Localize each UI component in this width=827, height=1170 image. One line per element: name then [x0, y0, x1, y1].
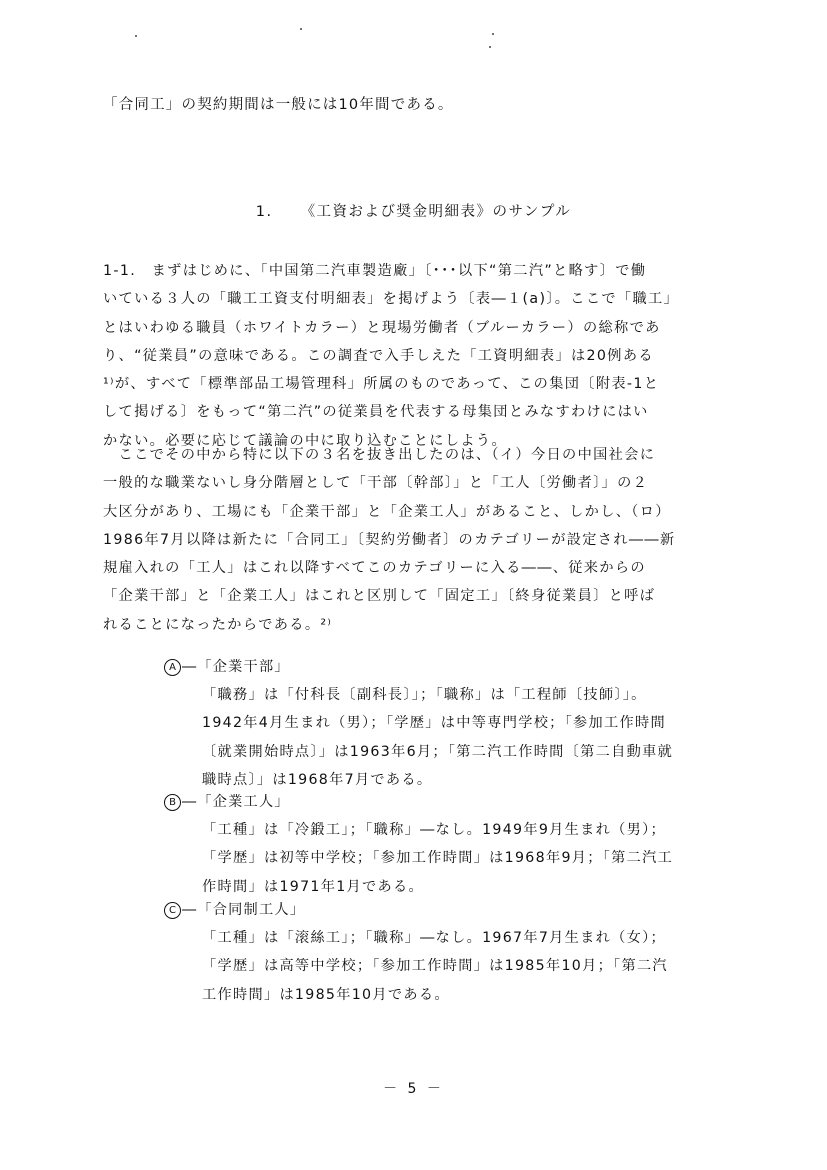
section-number: 1.	[255, 204, 273, 220]
paragraph-line: れることになったからである。²⁾	[103, 616, 333, 633]
profile-category: ―「企業干部」	[182, 659, 290, 675]
paragraph-line: して掲げる〕をもって“第二汽”の従業員を代表する母集団とみなすわけにはい	[103, 404, 649, 421]
section-heading	[0, 203, 827, 221]
profile-line: 「工種」は「滚絲工」；「職称」―なし。1967年7月生まれ（女）；	[202, 930, 666, 946]
paragraph-line: 大区分があり、工場にも「企業干部」と「企業工人」があること、しかし、（ロ）	[103, 503, 671, 520]
profile-line: 「学歴」は高等中学校；「参加工作時間」は1985年10月；「第二汽	[202, 958, 668, 975]
profile-category: ―「企業工人」	[182, 794, 290, 810]
paragraph-line: 1986年7月以降は新たに「合同工」〔契約労働者〕のカテゴリーが設定され――新	[103, 531, 676, 548]
profile-line: 職時点〕」は1968年7月である。	[202, 771, 433, 788]
paragraph-line: 「企業干部」と「企業工人」はこれと区別して「固定工」〔終身従業員〕と呼ば	[103, 588, 656, 605]
worker-profile-a	[164, 653, 744, 794]
profile-body	[202, 816, 744, 901]
paragraph-line: り、“従業員”の意味である。この調査で入手しえた「工資明細表」は20例ある	[103, 347, 654, 364]
circled-letter-marker: A	[164, 659, 181, 676]
profile-line: 1942年4月生まれ（男）；「学歴」は中等専門学校；「参加工作時間	[202, 715, 666, 732]
profile-body	[202, 681, 744, 794]
worker-profile-b	[164, 788, 744, 901]
page-number: － 5 －	[383, 1081, 444, 1097]
scan-speck	[492, 33, 494, 35]
profile-line: 「工種」は「冷鍛工」；「職称」―なし。1949年9月生まれ（男）；	[202, 822, 666, 838]
paragraph-line: 1-1. まずはじめに、「中国第二汽車製造廠」〔･･･以下“第二汽”と略す〕で働	[103, 263, 647, 279]
paragraph-line: 規雇入れの「工人」はこれ以降すべてこのカテゴリーに入る――、従来からの	[103, 560, 646, 577]
scan-speck	[135, 35, 137, 37]
profile-title	[164, 653, 744, 681]
paragraph-intro	[103, 257, 743, 455]
paragraph-line: いている３人の「職工工資支付明細表」を掲げよう〔表―１(a)〕。ここで「職工」	[103, 291, 680, 308]
paragraph-line: ¹⁾が、すべて「標準部品工場管理科」所属のものであって、この集団〔附表-1と	[103, 376, 660, 393]
paragraph-line: ここでその中から特に以下の３名を抜き出したのは、（イ）今日の中国社会に	[103, 447, 656, 463]
profile-body	[202, 924, 744, 1009]
circled-letter-marker: C	[164, 902, 181, 919]
profile-title	[164, 788, 744, 816]
contract-period-note: 「合同工」の契約期間は一般には10年間である。	[103, 97, 454, 113]
profile-line: 工作時間」は1985年10月である。	[202, 986, 450, 1003]
paragraph-line: とはいわゆる職員（ホワイトカラー）と現場労働者（ブルーカラー）の総称であ	[103, 319, 661, 336]
profile-line: 〔就業開始時点〕」は1963年6月；「第二汽工作時間〔第二自動車就	[202, 743, 674, 760]
scan-speck	[489, 46, 491, 48]
profile-category: ―「合同制工人」	[182, 902, 306, 918]
paragraph-line: 一般的な職業ないし身分階層として「干部〔幹部〕」と「工人〔労働者〕」の２	[103, 475, 649, 492]
worker-profile-c	[164, 896, 744, 1009]
profile-title	[164, 896, 744, 924]
paragraph-selection	[103, 441, 743, 639]
section-title: 《工資および奨金明細表》のサンプル	[300, 204, 572, 220]
circled-letter-marker: B	[164, 794, 181, 811]
scan-speck	[300, 28, 302, 30]
profile-line: 作時間」は1971年1月である。	[202, 878, 424, 895]
paragraph-line: かない。必要に応じて議論の中に取り込むことにしよう。	[103, 432, 507, 449]
profile-line: 「学歴」は初等中学校；「参加工作時間」は1968年9月；「第二汽工	[202, 850, 674, 867]
profile-line: 「職務」は「付科長〔副科長〕」；「職称」は「工程師〔技師〕」。	[202, 687, 647, 703]
